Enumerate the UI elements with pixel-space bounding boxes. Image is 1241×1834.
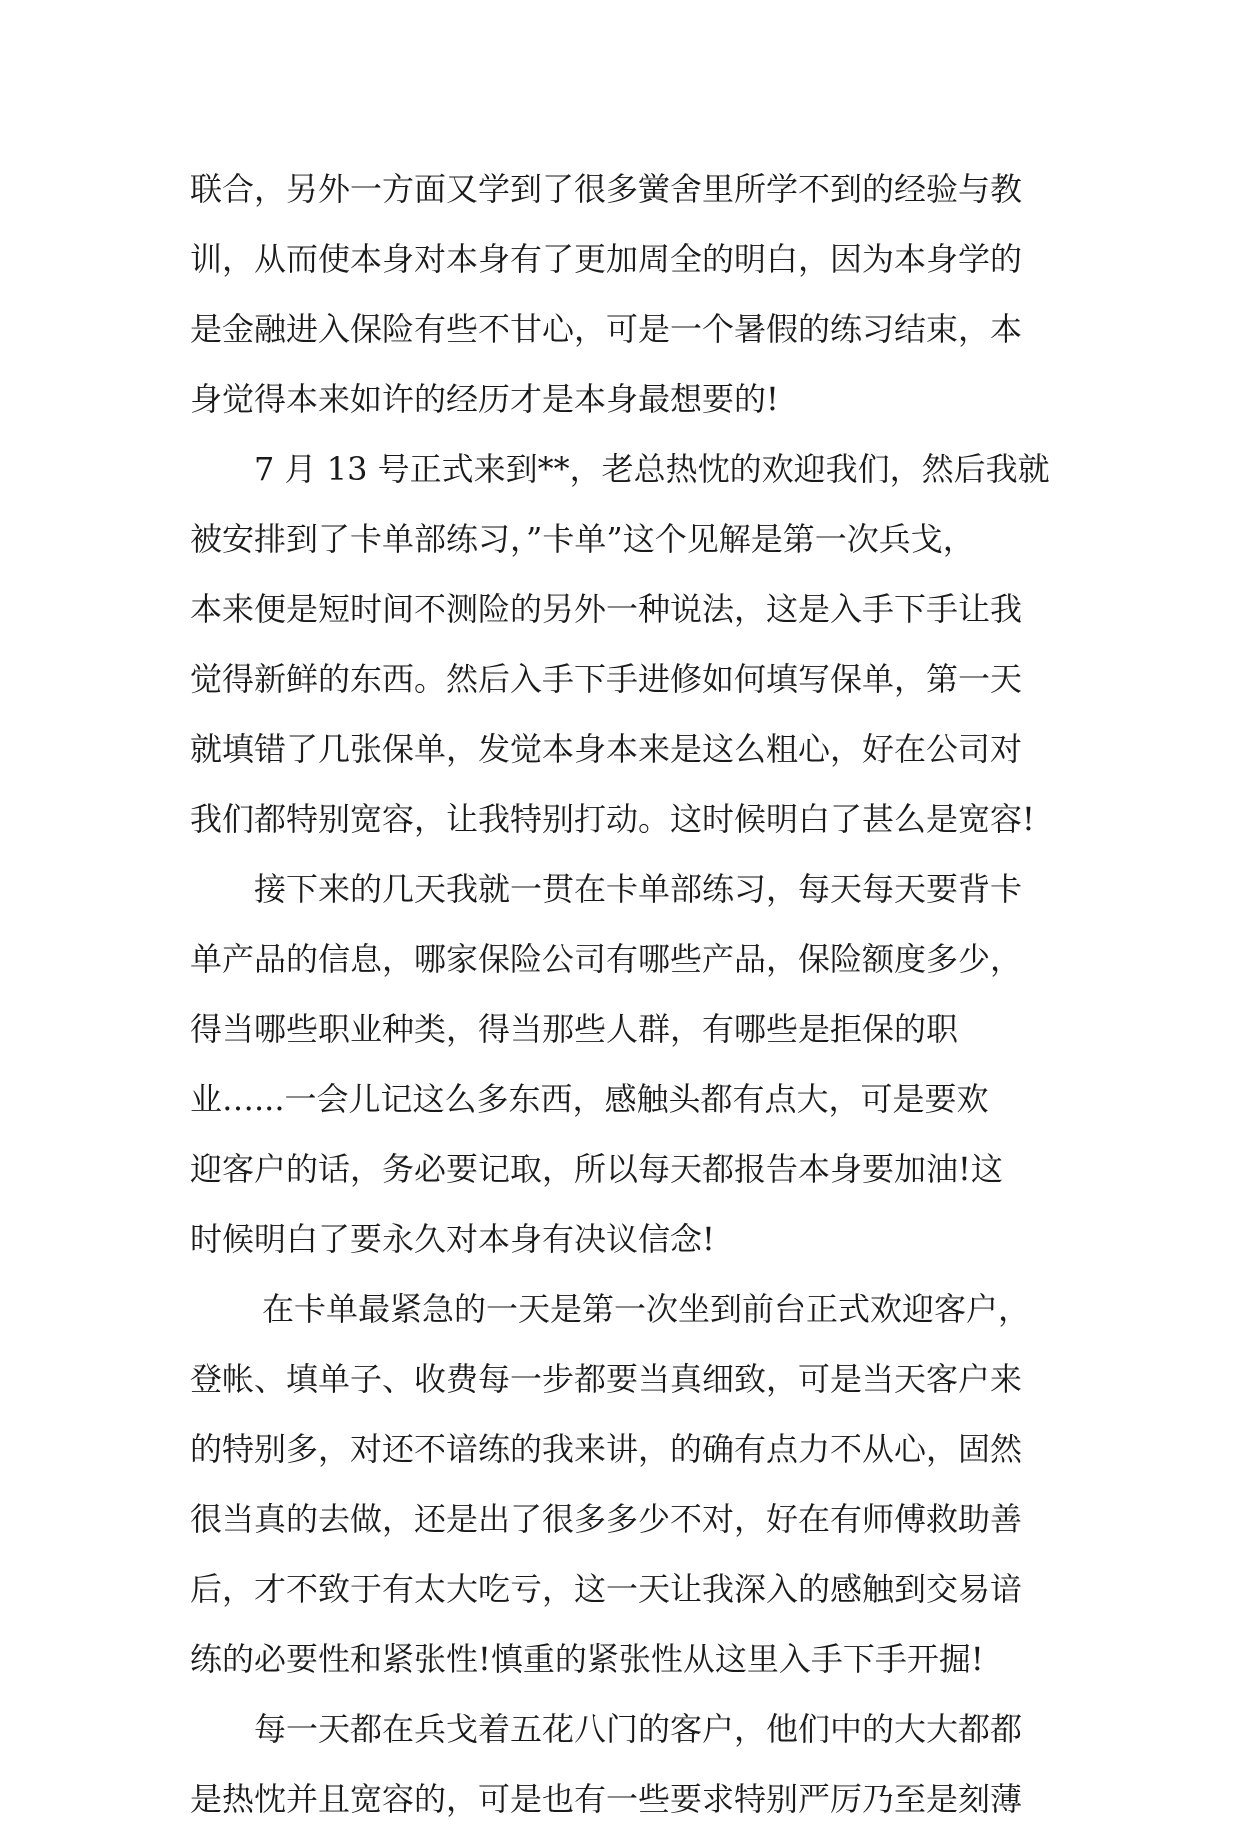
text-line-22: 练的必要性和紧张性!慎重的紧张性从这里入手下手开掘! (190, 1640, 984, 1678)
text-line-10: 我们都特别宽容，让我特别打动。这时候明白了甚么是宽容! (190, 800, 1035, 838)
text-line-18: 登帐、填单子、收费每一步都要当真细致，可是当天客户来 (190, 1360, 1023, 1398)
text-line-12: 单产品的信息，哪家保险公司有哪些产品，保险额度多少， (190, 940, 1023, 978)
text-line-21: 后，才不致于有太大吃亏，这一天让我深入的感触到交易谙 (190, 1570, 1023, 1608)
text-line-1: 联合，另外一方面又学到了很多黉舍里所学不到的经验与教 (190, 170, 1023, 208)
text-line-23: 每一天都在兵戈着五花八门的客户，他们中的大大都都 (254, 1710, 1023, 1748)
text-line-11: 接下来的几天我就一贯在卡单部练习，每天每天要背卡 (254, 870, 1023, 908)
text-line-5: 7 月 13 号正式来到**，老总热忱的欢迎我们，然后我就 (254, 450, 1050, 488)
text-line-20: 很当真的去做，还是出了很多多少不对，好在有师傅救助善 (190, 1500, 1023, 1538)
document-body (190, 154, 1070, 1834)
text-line-24: 是热忱并且宽容的，可是也有一些要求特别严厉乃至是刻薄 (190, 1780, 1023, 1818)
text-line-14: 业…...一会儿记这么多东西，感触头都有点大，可是要欢 (190, 1080, 989, 1118)
text-line-9: 就填错了几张保单，发觉本身本来是这么粗心，好在公司对 (190, 730, 1023, 768)
text-line-4: 身觉得本来如许的经历才是本身最想要的! (190, 380, 779, 418)
text-line-15: 迎客户的话，务必要记取，所以每天都报告本身要加油!这 (190, 1150, 1003, 1188)
text-line-6: 被安排到了卡单部练习，”卡单”这个见解是第一次兵戈， (190, 520, 975, 558)
text-line-8: 觉得新鲜的东西。然后入手下手进修如何填写保单，第一天 (190, 660, 1023, 698)
text-line-13: 得当哪些职业种类，得当那些人群，有哪些是拒保的职 (190, 1010, 959, 1048)
text-line-17: 在卡单最紧急的一天是第一次坐到前台正式欢迎客户， (262, 1290, 1031, 1328)
text-line-7: 本来便是短时间不测险的另外一种说法，这是入手下手让我 (190, 590, 1023, 628)
text-line-19: 的特别多，对还不谙练的我来讲，的确有点力不从心，固然 (190, 1430, 1023, 1468)
text-line-2: 训，从而使本身对本身有了更加周全的明白，因为本身学的 (190, 240, 1023, 278)
text-line-3: 是金融进入保险有些不甘心，可是一个暑假的练习结束，本 (190, 310, 1023, 348)
text-line-16: 时候明白了要永久对本身有决议信念! (190, 1220, 715, 1258)
